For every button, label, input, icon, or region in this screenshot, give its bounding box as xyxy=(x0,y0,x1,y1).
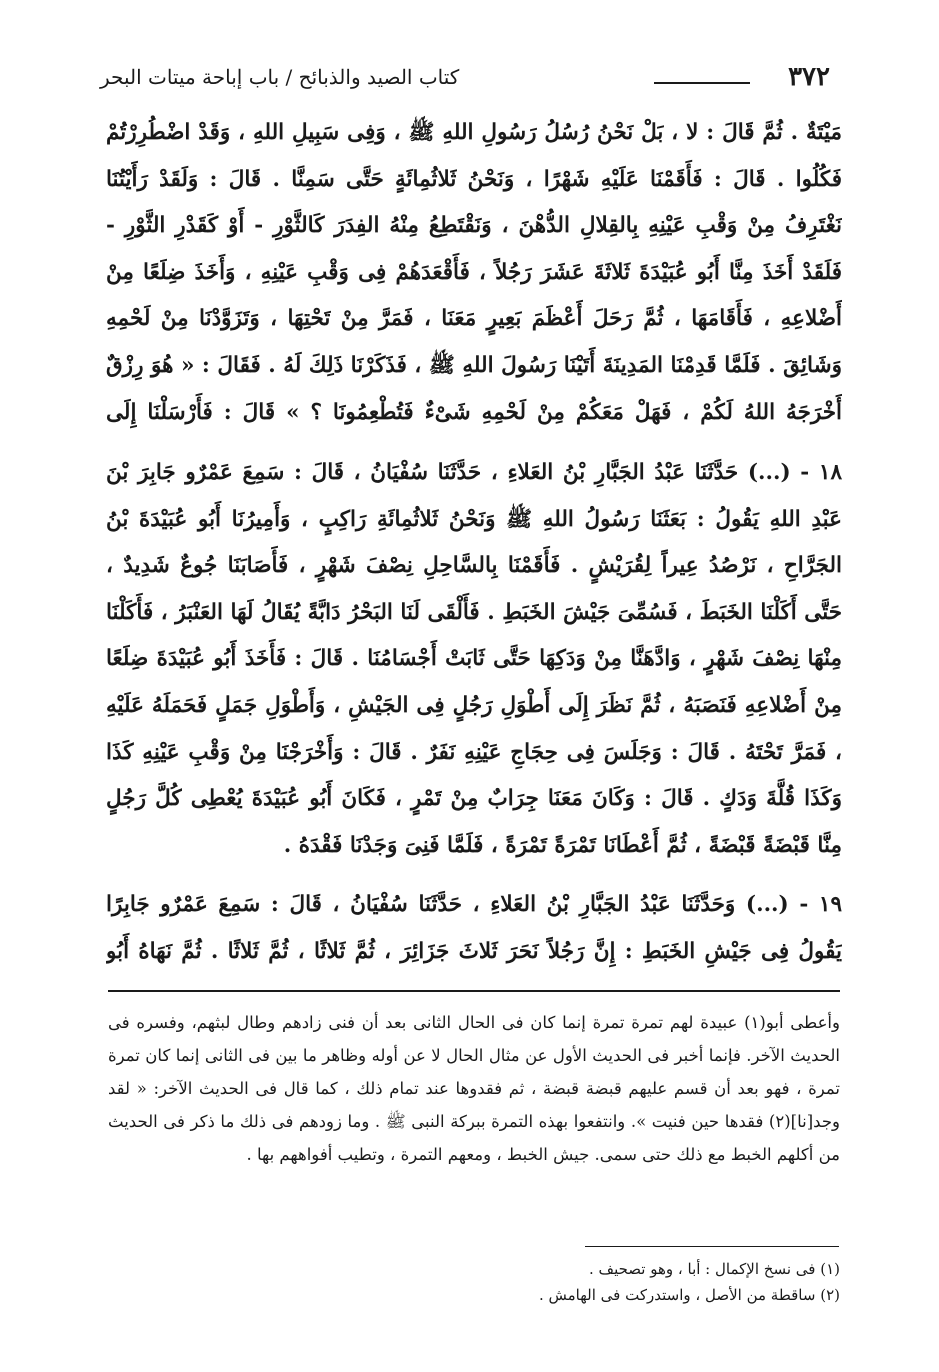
commentary xyxy=(108,1006,840,1234)
footnote: (١) فى نسخ الإكمال : أبا ، وهو تصحيف . xyxy=(589,1260,840,1278)
hadith-paragraph: مَيْتَةٌ . ثُمَّ قَالَ : لا ، بَلْ نَحْنُ رُسُلُ رَسُولِ اللهِ ﷺ ، وَفِى سَبِيلِ اللهِ ، وَقَدْ اضْطُرِرْتُمْ فَكُلُوا . قَالَ : فَأَقَمْنَا عَلَيْهِ شَهْرًا ، وَنَحْنُ ثَلاثُمِائَةٍ حَتَّى سَمِنَّا . قَالَ : وَلَقَدْ رَأَيْتُنَا نَغْتَرِفُ مِنْ وَقْبِ عَيْنِهِ بِالقِلالِ الدُّهْنَ ، وَنَقْتَطِعُ مِنْهُ الفِدَرَ كَالثَّوْرِ - أَوْ كَقَدْرِ الثَّوْرِ - فَلَقَدْ أَخَذَ مِنَّا أَبُو عُبَيْدَةَ ثَلاثَةَ عَشَرَ رَجُلاً ، فَأَقْعَدَهُمْ فِى وَقْبِ عَيْنِهِ ، وَأَخَذَ ضِلَعًا مِنْ أَضْلاعِهِ ، فَأَقَامَهَا ، ثُمَّ رَحَلَ أَعْظَمَ بَعِيرٍ مَعَنَا ، فَمَرَّ مِنْ تَحْتِهَا ، وَتَزَوَّدْنَا مِنْ لَحْمِهِ وَشَائِقَ . فَلَمَّا قَدِمْنَا المَدِينَةَ أَتَيْنَا رَسُولَ اللهِ ﷺ ، فَذَكَرْنَا ذَلِكَ لَهُ . فَقَالَ : « هُوَ رِزْقٌ أَخْرَجَهُ اللهُ لَكُمْ ، فَهَلْ مَعَكُمْ مِنْ لَحْمِهِ شَىْءٌ فَتُطْعِمُونَا ؟ » قَالَ : فَأَرْسَلْنَا إِلَى xyxy=(106,120,842,425)
commentary-text: وأعطى أبو(١) عبيدة لهم تمرة تمرة إنما كان فى الحال الثانى بعد أن فنى زادهم وطال لبثهم، وفسره فى الحديث الآخر. فإنما أخبر فى الحديث الأول عن مثال الحال لا عن أوله وظاهر ما بين فى الثانى إنما كان تمرة تمرة ، فهو بعد أن قسم عليهم قبضة قبضة ، ثم فقدوها عند تمام ذلك ، كما قال فى الحديث الآخر: « لقد وجد[نا](٢) فقدها حين فنيت ». وانتفعوا بهذه التمرة ببركة النبى ﷺ . وما زودهم فى ذلك ما ذكر فى الحديث من أكلهم الخبط مع ذلك حتى سمى. جيش الخبط ، ومعهم التمرة ، وتطيب أفواههم بها . xyxy=(108,1013,840,1164)
main-text xyxy=(106,110,842,978)
hadith-paragraph: ١٨ - (...) حَدَّثَنَا عَبْدُ الجَبَّارِ بْنُ العَلاءِ ، حَدَّثَنَا سُفْيَانُ ، قَالَ : سَمِعَ عَمْرٌو جَابِرَ بْنَ عَبْدِ اللهِ يَقُولُ : بَعَثَنَا رَسُولُ اللهِ ﷺ وَنَحْنُ ثَلاثُمِائَةِ رَاكِبٍ ، وَأَمِيرُنَا أَبُو عُبَيْدَةَ بْنُ الجَرَّاحِ ، نَرْصُدُ عِيراً لِقُرَيْشٍ . فَأَقَمْنَا بِالسَّاحِلِ نِصْفَ شَهْرٍ ، فَأَصَابَنَا جُوعٌ شَدِيدٌ ، حَتَّى أَكَلْنَا الخَبَطَ ، فَسُمِّىَ جَيْشَ الخَبَطِ . فَأَلْقَى لَنَا البَحْرُ دَابَّةً يُقَالُ لَهَا العَنْبَرُ ، فَأَكَلْنَا مِنْهَا نِصْفَ شَهْرٍ ، وَادَّهَنَّا مِنْ وَدَكِهَا حَتَّى ثَابَتْ أَجْسَامُنَا . قَالَ : فَأَخَذَ أَبُو عُبَيْدَةَ ضِلَعًا مِنْ أَضْلاعِهِ فَنَصَبَهُ ، ثُمَّ نَظَرَ إِلَى أَطْوَلِ رَجُلٍ فِى الجَيْشِ ، وَأَطْوَلِ جَمَلٍ فَحَمَلَهُ عَلَيْهِ ، فَمَرَّ تَحْتَهُ . قَالَ : وَجَلَسَ فِى حِجَاجِ عَيْنِهِ نَفَرٌ . قَالَ : وَأَخْرَجْنَا مِنْ وَقْبِ عَيْنِهِ كَذَا وَكَذَا قُلَّةَ وَدَكٍ . قَالَ : وَكَانَ مَعَنَا جِرَابٌ مِنْ تَمْرٍ ، فَكَانَ أَبُو عُبَيْدَةَ يُعْطِى كُلَّ رَجُلٍ مِنَّا قَبْضَةً قَبْضَةً ، ثُمَّ أَعْطَانَا تَمْرَةً تَمْرَةً ، فَلَمَّا فَنِىَ وَجَدْنَا فَقْدَهُ . xyxy=(106,460,842,858)
header-rule xyxy=(654,82,750,84)
footnotes xyxy=(108,1256,840,1308)
header-title: كتاب الصيد والذبائح / باب إباحة ميتات البحر xyxy=(100,65,460,89)
running-header xyxy=(100,60,830,100)
section-divider xyxy=(108,990,840,992)
hadith-paragraph: ١٩ - (...) وَحَدَّثَنَا عَبْدُ الجَبَّارِ بْنُ العَلاءِ ، حَدَّثَنَا سُفْيَانُ ، قَالَ : سَمِعَ عَمْرٌو جَابِرًا يَقُولُ فِى جَيْشِ الخَبَطِ : إِنَّ رَجُلاً نَحَرَ ثَلاثَ جَزَائِرَ ، ثُمَّ ثَلاثًا ، ثُمَّ ثَلاثًا . ثُمَّ نَهَاهُ أَبُو xyxy=(106,892,842,964)
footnote: (٢) ساقطة من الأصل ، واستدركت فى الهامش . xyxy=(538,1286,840,1304)
footnote-divider xyxy=(585,1246,839,1247)
page-number: ٣٧٢ xyxy=(788,62,830,92)
